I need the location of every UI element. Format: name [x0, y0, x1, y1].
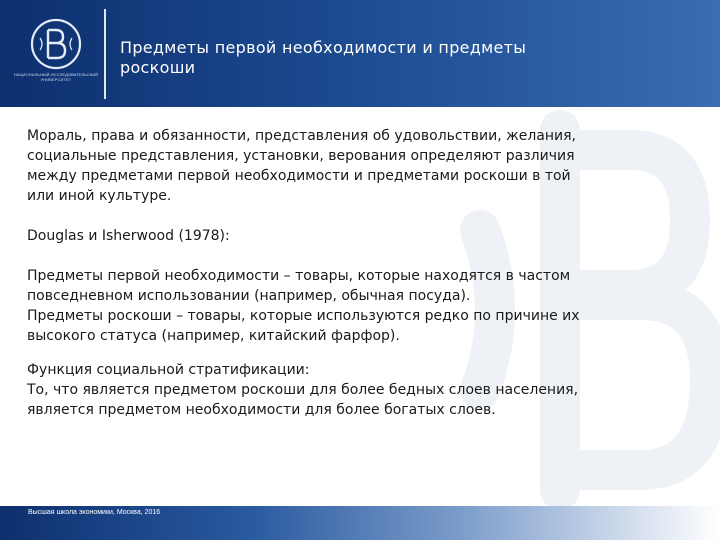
hse-logo-icon [10, 8, 102, 100]
slide-title-line: Предметы первой необходимости и предметы [120, 38, 527, 57]
paragraph-examples [27, 266, 687, 346]
slide-content [27, 126, 687, 420]
text-line: То, что является предметом роскоши для более бедных слоев населения, [27, 382, 579, 398]
spacer [27, 346, 687, 360]
spacer [27, 206, 687, 226]
slide-header [0, 0, 720, 107]
text-line: или иной культуре. [27, 188, 172, 204]
text-line: Предметы роскоши – товары, которые используются редко по причине их [27, 308, 580, 324]
slide-footer [0, 506, 720, 540]
text-line: является предметом необходимости для более богатых слоев. [27, 402, 496, 418]
logo-caption: НАЦИОНАЛЬНЫЙ ИССЛЕДОВАТЕЛЬСКИЙ УНИВЕРСИТЕТ [13, 72, 99, 82]
text-line: повседневном использовании (например, обычная посуда). [27, 288, 471, 304]
text-line: Предметы первой необходимости – товары, которые находятся в частом [27, 268, 571, 284]
citation: Douglas и Isherwood (1978): [27, 228, 230, 244]
spacer [27, 246, 687, 266]
text-line: между предметами первой необходимости и предметами роскоши в той [27, 168, 571, 184]
slide-title-line: роскоши [120, 58, 196, 77]
slide-title [120, 38, 680, 78]
header-divider [104, 9, 106, 99]
footer-text: Высшая школа экономики, Москва, 2016 [28, 509, 161, 516]
paragraph-stratification [27, 360, 687, 420]
text-line: Мораль, права и обязанности, представления об удовольствии, желания, [27, 128, 577, 144]
paragraph-definition [27, 126, 687, 206]
text-line: социальные представления, установки, верования определяют различия [27, 148, 575, 164]
text-line: высокого статуса (например, китайский фарфор). [27, 328, 400, 344]
text-line: Функция социальной стратификации: [27, 362, 310, 378]
